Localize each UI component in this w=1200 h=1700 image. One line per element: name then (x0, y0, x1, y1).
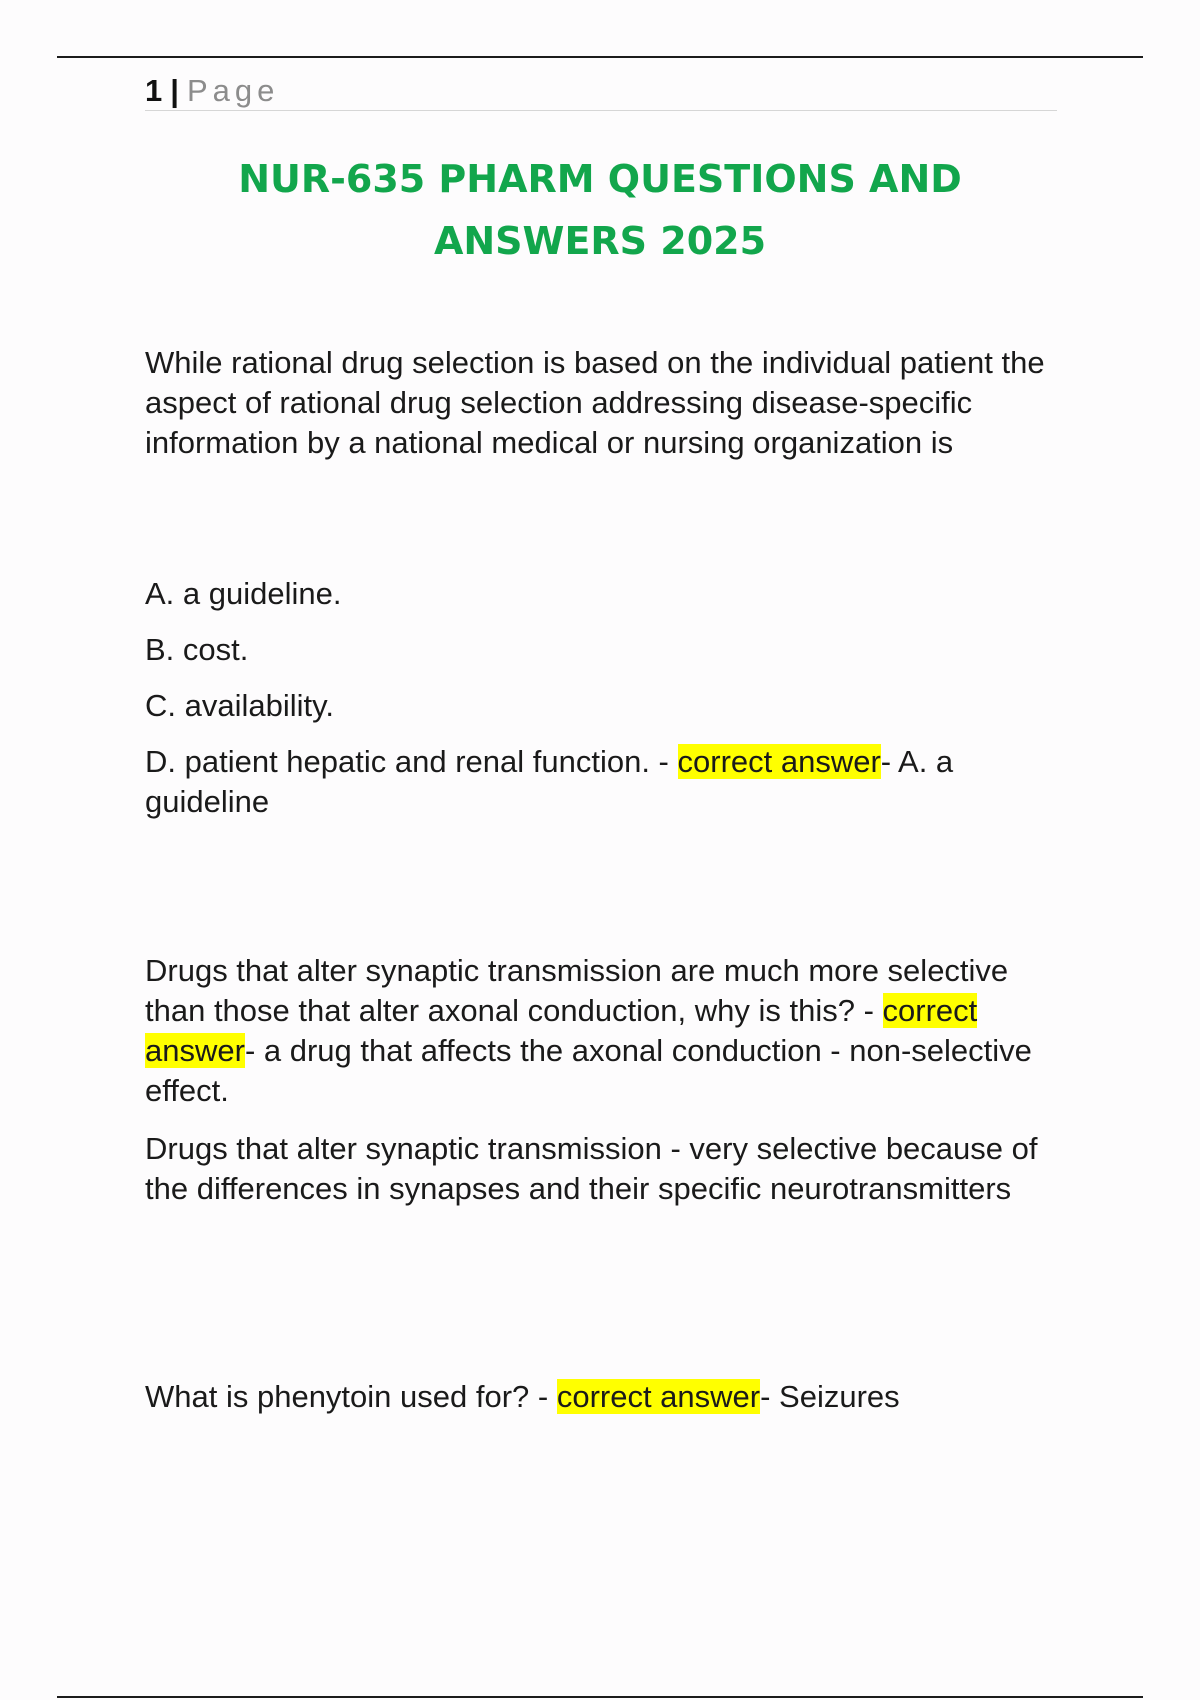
document-title-line-1: NUR-635 PHARM QUESTIONS AND (238, 157, 962, 201)
question-1-answer: - A. a guideline (145, 744, 954, 819)
page-header (145, 72, 1057, 111)
document-title (120, 148, 1080, 272)
page-separator: | (170, 73, 179, 108)
correct-answer-highlight: correct answer (556, 1379, 761, 1414)
option-d-text: D. patient hepatic and renal function. - (145, 744, 678, 779)
question-1-text: While rational drug selection is based on the individual patient the aspect of rational drug selection addressing disease-specific information by a national medical or nursing organization is (145, 345, 1045, 460)
question-2-text (145, 951, 1060, 1111)
correct-answer-highlight: correct (882, 993, 978, 1028)
correct-answer-highlight-cont: answer (145, 1033, 245, 1068)
question-2-question: Drugs that alter synaptic transmission are much more selective than those that alter axonal conduction, why is this? - (145, 953, 1009, 1028)
question-2-answer: - a drug that affects the axonal conduction - non-selective effect. (145, 1033, 1032, 1108)
bottom-rule (57, 1696, 1143, 1698)
question-3-answer: - Seizures (760, 1379, 900, 1414)
top-rule (57, 56, 1143, 58)
question-1-option-d (145, 742, 1025, 822)
question-1-option-b: B. cost. (145, 632, 249, 667)
correct-answer-highlight: correct answer (677, 744, 881, 779)
document-title-line-2: ANSWERS 2025 (433, 219, 767, 263)
question-2-continuation: Drugs that alter synaptic transmission - very selective because of the differences in synapses and their specific neurotransmitters (145, 1131, 1038, 1206)
question-3-text (145, 1377, 1065, 1417)
question-1-option-c: C. availability. (145, 688, 334, 723)
page-number: 1 (145, 73, 163, 108)
page-label: Page (186, 73, 280, 108)
question-3-question: What is phenytoin used for? - (145, 1379, 557, 1414)
question-1-option-a: A. a guideline. (145, 576, 342, 611)
